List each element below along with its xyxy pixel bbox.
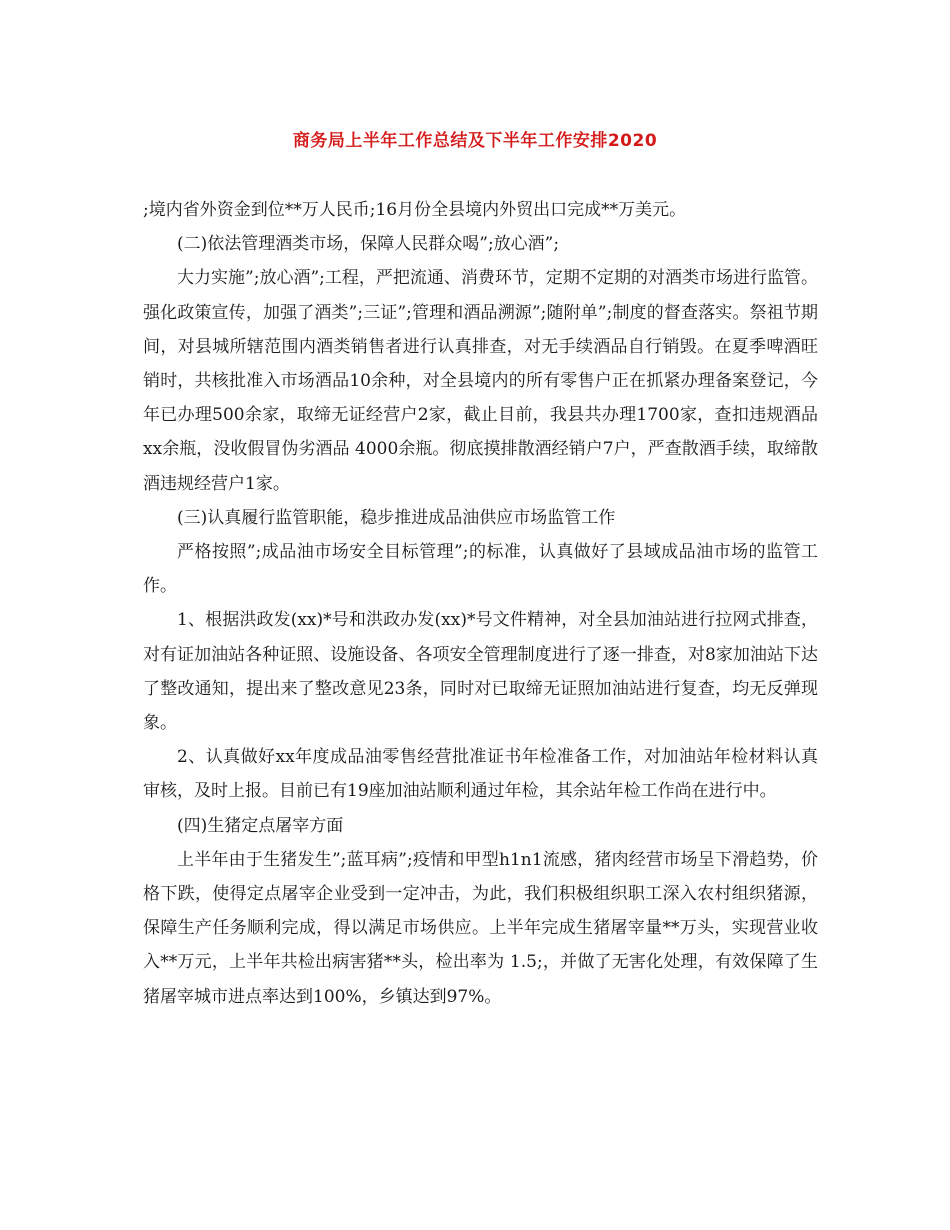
document-title: 商务局上半年工作总结及下半年工作安排2020 [292, 131, 658, 151]
paragraph: 严格按照”;成品油市场安全目标管理”;的标准，认真做好了县域成品油市场的监管工作。 [143, 542, 818, 597]
paragraph: 1、根据洪政发(xx)*号和洪政办发(xx)*号文件精神，对全县加油站进行拉网式排查，对有证加油站各种证照、设施设备、各项安全管理制度进行了逐一排查，对8家加油站下达了整改通知，提出来了整改意见23条，同时对已取缔无证照加油站进行复查，均无反弹现象。 [143, 610, 818, 734]
paragraph: 2、认真做好xx年度成品油零售经营批准证书年检准备工作，对加油站年检材料认真审核，及时上报。目前已有19座加油站顺利通过年检，其余站年检工作尚在进行中。 [143, 747, 818, 802]
document-body [143, 193, 818, 1014]
paragraph: 大力实施”;放心酒”;工程，严把流通、消费环节，定期不定期的对酒类市场进行监管。强化政策宣传，加强了酒类”;三证”;管理和酒品溯源”;随附单”;制度的督查落实。祭祖节期间，对县城所辖范围内酒类销售者进行认真排查，对无手续酒品自行销毁。在夏季啤酒旺销时，共核批准入市场酒品10余种，对全县境内的所有零售户正在抓紧办理备案登记，今年已办理500余家，取缔无证经营户2家，截止目前，我县共办理1700家，查扣违规酒品xx余瓶，没收假冒伪劣酒品 4000余瓶。彻底摸排散酒经销户7户，严查散酒手续，取缔散酒违规经营户1家。 [143, 268, 818, 494]
paragraph: ;境内省外资金到位**万人民币;16月份全县境内外贸出口完成**万美元。 [143, 200, 687, 220]
paragraph: (二)依法管理酒类市场，保障人民群众喝”;放心酒”; [177, 234, 560, 255]
paragraph: (四)生猪定点屠宰方面 [177, 815, 344, 836]
paragraph: (三)认真履行监管职能，稳步推进成品油供应市场监管工作 [177, 507, 616, 528]
paragraph: 上半年由于生猪发生”;蓝耳病”;疫情和甲型h1n1流感，猪肉经营市场呈下滑趋势，价格下跌，使得定点屠宰企业受到一定冲击，为此，我们积极组织职工深入农村组织猪源，保障生产任务顺利完成，得以满足市场供应。上半年完成生猪屠宰量**万头，实现营业收入**万元，上半年共检出病害猪**头，检出率为 1.5;，并做了无害化处理，有效保障了生猪屠宰城市进点率达到100%，乡镇达到97%。 [143, 849, 818, 1007]
